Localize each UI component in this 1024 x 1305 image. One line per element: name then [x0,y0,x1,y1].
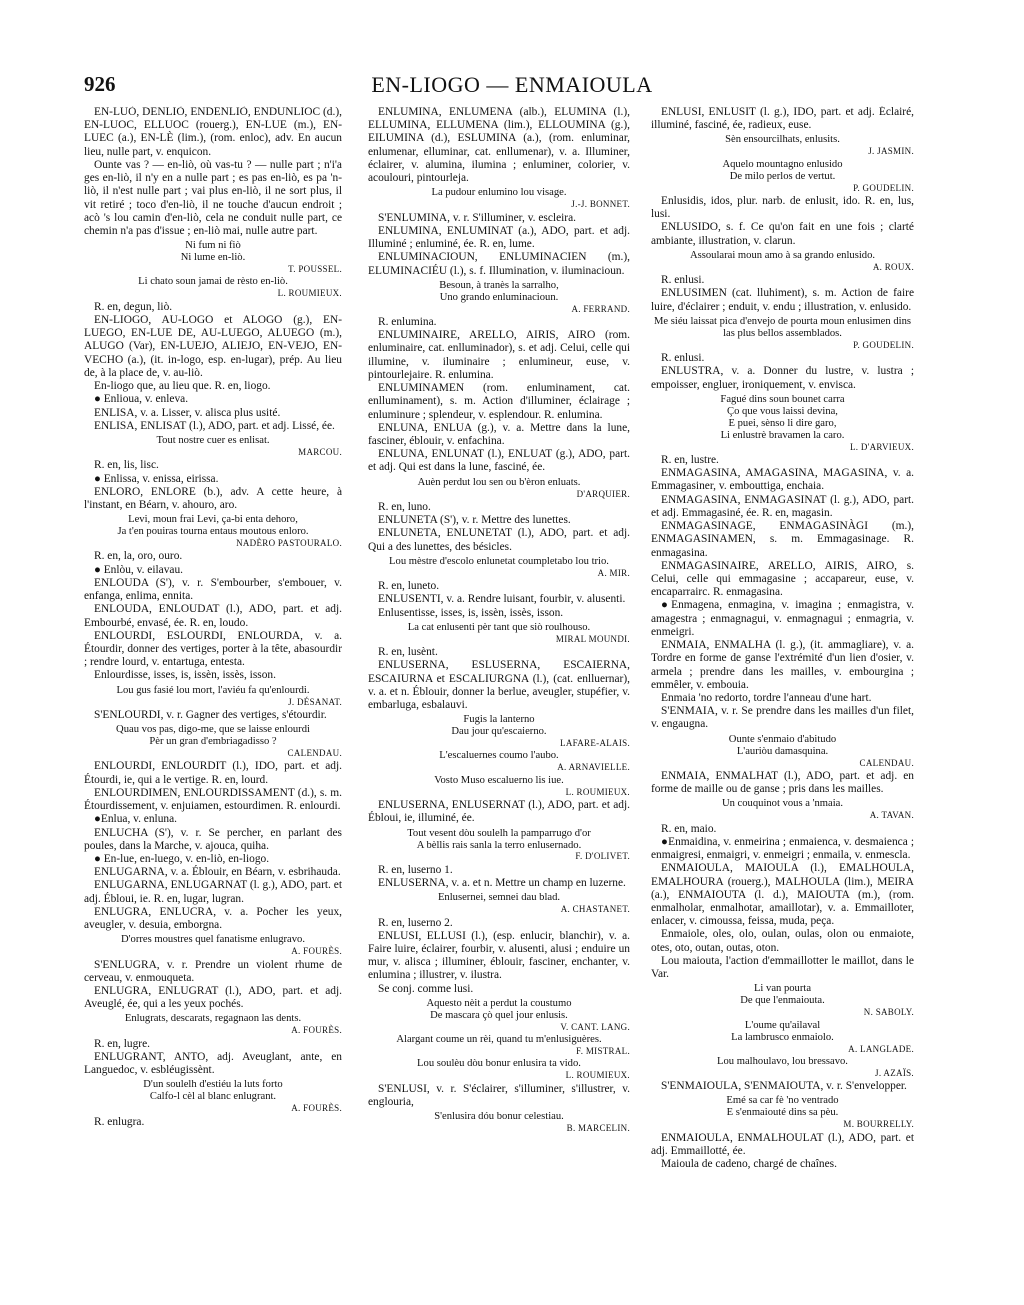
dictionary-entry: R. en, lis, lisc. [94,459,159,472]
quotation-author: NADÈRO PASTOURALO. [236,538,342,549]
dictionary-entry: R. en, luserno 1. [378,863,453,876]
dictionary-entry: ENLUSI, ELLUSI (l.), (esp. enlucir, blanchir), v. a. Faire luire, éclairer, fourbir, v. alusenti, alusi ; enduire un mur, v. alisca ; illuminer, éblouir, fasciner, enchanter, v. enlumina ; illustrer, v. ilustra. [368,929,630,982]
quotation-author: A. MIR. [597,567,630,578]
quotation: Enlusernei, semnei dau blad. [437,892,561,904]
dictionary-entry: ENLOUDA (S'), v. r. S'embourber, s'embouer, v. enfanga, enlima, ennita. [84,576,342,603]
quotation: Sèn ensourcilhats, enlusits. [725,134,840,146]
dictionary-entry: Enmaiole, oles, olo, oulan, oulas, olon ou enmaiote, otes, oto, outan, outas, oton. [651,928,914,954]
quotation: L'escaluernes coumo l'aubo. [439,750,559,762]
quotation-author: L. ROUMIEUX. [565,786,630,797]
quotation-author: F. D'OLIVET. [575,851,630,862]
dictionary-entry: ENLOURDI, ENLOURDIT (l.), IDO, part. et adj. Étourdi, ie, qui a le vertige. R. en, lourd. [84,760,342,786]
dictionary-entry: ENMAGASINA, AMAGASINA, MAGASINA, v. a. Emmagasiner, v. embouttiga, enchaia. [651,467,914,493]
column-right [651,106,914,1286]
running-title: EN-LIOGO — ENMAIOULA [371,72,653,97]
dictionary-entry: ●Enmaidina, v. enmeirina ; enmaienca, v. desmaienca ; enmaigresi, enmaigri, v. enmeigri ; enmaila, v. enmescla. [651,835,914,862]
dictionary-entry: ENLUMINA, ENLUMINAT (a.), ADO, part. et adj. Illuminé ; enluminé, ée. R. en, lume. [368,224,630,251]
quotation: Quau vos pas, digo-me, que se laisse enlourdi Pèr un gran d'embriagadisso ? [116,724,310,748]
quotation: Besoun, à tranès la sarralho, Uno grando enluminacioun. [439,279,559,303]
dictionary-entry: Enlusidis, idos, plur. narb. de enlusit, ido. R. en, lus, lusi. [651,195,914,221]
dictionary-entry: ENLUSTRA, v. a. Donner du lustre, v. lustra ; empoisser, engluer, ironiquement, v. envisca. [651,365,914,391]
dictionary-entry: Maioula de cadeno, chargé de chaînes. [661,1158,837,1171]
dictionary-entry: R. enlumina. [378,316,437,328]
quotation: Un couquinot vous a 'nmaia. [721,798,844,810]
dictionary-entry: Se conj. comme lusi. [378,982,474,995]
quotation: Fagué dins soun bounet carra Ço que vous laissi devina, E puei, sènso li dire garo, Li enlustrè bravamen la caro. [720,393,845,441]
dictionary-entry: ENLUSIMEN (cat. lluhiment), s. m. Action de faire luire, d'éclairer ; enduit, v. endu ; illustration, v. enlusido. [651,287,914,313]
dictionary-entry: ENLUNA, ENLUA (g.), v. a. Mettre dans la lune, fasciner, éblouir, v. enfachina. [368,421,630,447]
quotation-author: M. BOURRELLY. [843,1119,914,1130]
dictionary-entry: ● Enlioua, v. enleva. [94,393,189,406]
dictionary-entry: Enmaia 'no redorto, tordre l'anneau d'une hart. [661,691,872,704]
quotation: Lou malhoulavo, lou bressavo. [717,1055,848,1067]
quotation-author: L. D'ARVIEUX. [849,441,914,452]
quotation-author: P. GOUDELIN. [853,339,914,350]
dictionary-entry: ENLOUDA, ENLOUDAT (l.), ADO, part. et adj. Embourbé, envasé, ée. R. en, loudo. [84,603,342,629]
quotation-author: J. DÉSANAT. [288,696,342,707]
dictionary-entry: ENLUSIDO, s. f. Ce qu'on fait en une fois ; clarté ambiante, illustration, v. clarun. [651,221,914,247]
dictionary-entry: ENLUGARNA, v. a. Éblouir, en Béarn, v. esbrihauda. [94,866,341,879]
quotation: Li van pourta De que l'enmaiouta. [740,983,825,1007]
quotation: Tout nostre cuer es enlisat. [156,434,270,446]
quotation-author: D'ARQUIER. [576,488,630,499]
dictionary-entry: R. en, la, oro, ouro. [94,550,183,563]
dictionary-entry: ENLUGARNA, ENLUGARNAT (l. g.), ADO, part. et adj. Ébloui, ie. R. en, lugar, lugran. [84,879,342,905]
dictionary-entry: S'ENMAIA, v. r. Se prendre dans les mailles d'un filet, v. engaugna. [651,705,914,731]
dictionary-entry: ENLUNETA, ENLUNETAT (l.), ADO, part. et adj. Qui a des lunettes, des bésicles. [368,527,630,553]
quotation-author: LAFARE-ALAIS. [560,738,630,749]
dictionary-entry: R. en, lugre. [94,1037,150,1050]
dictionary-entry: R. en, maio. [661,822,717,835]
dictionary-entry: R. enlugra. [94,1115,145,1128]
dictionary-entry: R. en, lusènt. [378,646,438,659]
dictionary-entry: ENLOURDI, ESLOURDI, ENLOURDA, v. a. Étourdir, donner des vertiges, porter à la tête, abasourdir ; rendre lourd, v. entartuga, entesta. [84,629,342,669]
quotation-author: A. FOURÈS. [291,946,342,957]
quotation-author: A. FOURÈS. [291,1025,342,1036]
dictionary-entry: ENLUSERNA, ESLUSERNA, ESCAIERNA, ESCAIURNA et ESCALIURGNA (l.), (cat. enlluernar), v. a. et n. Éblouir, donner la berlue, aveugler, stupéfier, v. embarluga, esbalauvi. [368,659,630,711]
quotation: La pudour enlumino lou visage. [431,187,567,199]
quotation-author: A. ROUX. [872,261,914,272]
dictionary-entry: ENMAGASINAIRE, ARELLO, AIRIS, AIRO, s. Celui, celle qui emmagasine ; accapareur, euse, v. encaparrairc. R. enmagasina. [651,559,914,599]
dictionary-entry: ENMAIA, ENMALHA (l. g.), (it. ammagliare), v. a. Tordre en forme de ganse l'extrémité d'un lien d'osier, v. armela ; prendre dans les mailles, v. embourgina ; emmêler, v. embouia. [651,639,914,691]
column-middle [368,106,630,1286]
quotation-author: CALENDAU. [287,748,342,759]
dictionary-entry: ENMAGASINA, ENMAGASINAT (l. g.), ADO, part. et adj. Emmagasiné, ée. R. en, magasin. [651,493,914,519]
quotation-author: CALENDAU. [859,757,914,768]
quotation-author: J.-J. BONNET. [571,199,630,210]
quotation: Enlugrats, descarats, regagnaon las dents. [124,1013,302,1025]
quotation-author: MARCOU. [298,446,342,457]
quotation: Me siéu laissat pica d'envejo de pourta moun enlusimen dins las plus bellos assemblados. [654,315,911,339]
dictionary-entry: R. en, lustre. [661,454,719,467]
quotation: Aquesto nèit a perdut la coustumo De mascara çò quel jour enlusis. [426,997,572,1021]
dictionary-entry: ●Enlua, v. enluna. [94,813,178,826]
quotation-author: A. ARNAVIELLE. [557,762,630,773]
quotation: D'orres moustres quel fanatisme enlugravo. [120,934,305,946]
dictionary-entry: S'ENLUSI, v. r. S'éclairer, s'illuminer, s'illustrer, v. englouria, [368,1082,630,1108]
dictionary-entry: S'ENLUGRA, v. r. Prendre un violent rhume de cerveau, v. enmouqueta. [84,958,342,984]
dictionary-entry: ● Enlòu, v. eilavau. [94,563,184,576]
dictionary-entry: ENLUNA, ENLUNAT (l.), ENLUAT (g.), ADO, part. et adj. Qui est dans la lune, fasciné, ée. [368,448,630,474]
dictionary-entry: R. en, luneto. [378,580,440,593]
dictionary-entry: R. enlusi. [661,274,705,287]
dictionary-entry: ENLUSENTI, v. a. Rendre luisant, fourbir, v. alusenti. [378,593,626,606]
dictionary-entry: EN-LIOGO, AU-LOGO et ALOGO (g.), EN-LUEGO, EN-LUE DE, AU-LUEGO, ALUEGO (m.), ALUGO (Var), EN-LUEJO, ALIEJO, EN-VEJO, EN-VECHO (a.), (it. in-logo, esp. en-lugar), prép. Au lieu de, à la place de, v. au-liò. [84,314,342,379]
dictionary-entry: ENLUGRA, ENLUGRAT (l.), ADO, part. et adj. Aveuglé, ée, qui a les yeux pochés. [84,985,342,1011]
dictionary-entry: En-liogo que, au lieu que. R. en, liogo. [94,380,271,393]
quotation-author: T. POUSSEL. [288,264,342,275]
quotation-author: J. AZAÏS. [875,1067,914,1078]
dictionary-entry: S'ENLOURDI, v. r. Gagner des vertiges, s'étourdir. [94,708,327,721]
dictionary-entry: ENMAIOULA, MAIOULA (l.), EMALHOULA, EMALHOURA (rouerg.), MALHOULA (lim.), MEIRA (a.), ENMAIOUTA (l. d.), MAIOUTA (m.), (rom. enmalholar, enmalhotar, amaillotar), v. a. Emmailloter, enlacer, v. cimoussa, feissa, muda, peça. [651,862,914,928]
dictionary-entry: ●Enmagena, enmagina, v. imagina ; enmagistra, v. amagestra ; enmagnagui, v. enmagnagui ; enmagria, v. enmeigri. [651,599,914,638]
quotation-author: L. ROUMIEUX. [565,1070,630,1081]
quotation-author: V. CANT. LANG. [560,1021,630,1032]
dictionary-entry: ENMAGASINAGE, ENMAGASINÀGI (m.), ENMAGASINAMEN, s. m. Emmagasinage. R. enmagasina. [651,520,914,559]
dictionary-entry: R. enlusi. [661,352,705,365]
quotation: L'oume qu'ailaval La lambrusco enmaiolo. [731,1019,834,1043]
dictionary-entry: ENLUSERNA, v. a. et n. Mettre un champ en luzerne. [378,877,626,890]
dictionary-entry: Enlusentisse, isses, is, issèn, issès, isson. [378,606,564,619]
quotation: Levi, moun frai Levi, ça-bi enta dehoro, Ja t'en pouiras tourna entaus moutous enloro. [117,514,309,538]
quotation-author: A. TAVAN. [869,810,914,821]
dictionary-entry: EN-LUÒ, DENLIÒ, ENDENLIÒ, ENDUNLIOC (d.), EN-LUOC, ELLUOC (rouerg.), EN-LUE (m.), EN-LUEC (a.), EN-LÈ (lim.), (rom. enloc), adv. En aucun lieu, nulle part, v. enquicon. [84,106,342,158]
quotation: Fugis la lanterno Dau jour qu'escaierno. [451,714,547,738]
quotation-author: P. GOUDELIN. [853,182,914,193]
quotation: Auèn perdut lou sen ou b'èron enluats. [417,476,581,488]
dictionary-entry: R. en, luserno 2. [378,916,453,929]
column-left [84,106,342,1286]
quotation: Vosto Muso escaluerno lis iue. [434,774,564,786]
quotation-author: A. FERRAND. [571,303,630,314]
dictionary-entry: ● Enlissa, v. enissa, eirissa. [94,472,219,485]
quotation: La cat enlusenti pèr tant que siò roulhouso. [407,621,591,633]
quotation-author: B. MARCELIN. [566,1123,630,1134]
quotation: Tout vesent dòu soulelh la pamparrugo d'or A bèllis rais sanla la terro enlusernado. [407,827,591,851]
dictionary-entry: R. en, luno. [378,500,431,513]
dictionary-entry: ENLISA, ENLISAT (l.), ADO, part. et adj. Lissé, ée. [94,419,335,432]
dictionary-entry: ENLUGRA, ENLUCRA, v. a. Pocher les yeux, aveugler, v. desuia, emborgna. [84,905,342,932]
dictionary-entry: Enlourdisse, isses, is, issèn, issès, isson. [94,669,276,682]
dictionary-entry: ENLUSERNA, ENLUSERNAT (l.), ADO, part. et adj. Ébloui, ie, illuminé, ée. [368,799,630,825]
quotation: Aquelo mountagno enlusido De milo perlos de vertut. [722,158,843,182]
quotation-author: F. MISTRAL. [576,1046,630,1057]
quotation: Lou soulèu dòu bonur enlusira ta vido. [417,1058,581,1070]
quotation-author: A. CHASTANET. [560,904,630,915]
quotation: Lou mèstre d'escolo enlunetat coumpletabo lou trio. [389,555,609,567]
quotation: Ni fum ni fiò Ni lume en-liò. [180,240,246,264]
quotation-author: A. LANGLADE. [848,1043,914,1054]
quotation: Emé sa car fè 'no ventrado E s'enmaiouté dins sa pèu. [726,1095,839,1119]
dictionary-entry: S'ENLUMINA, v. r. S'illuminer, v. escleira. [378,211,576,224]
quotation-author: MIRAL MOUNDI. [555,633,630,644]
dictionary-entry: ENLUSI, ENLUSIT (l. g.), IDO, part. et adj. Éclairé, illuminé, fasciné, ée, radieux, euse. [651,106,914,132]
dictionary-entry: Ounte vas ? — en-liò, où vas-tu ? — nulle part ; n'i'a ges en-liò, il n'y en a nulle part ; es pas en-liò, es pa 'n-liò, il n'est nulle part ; vai plus en-liò, il ne sort plus, il vit retiré ; toco d'en-liò, il ne touche d'aucun endroit ; acò 's lou camin d'en-liò, cela ne conduit nulle part, ce chemin n'a pas d'issue ; en-liò mai, nulle autre part. [84,158,342,237]
quotation: Lou gus fasié lou mort, l'aviéu fa qu'enlourdi. [116,684,310,696]
dictionary-entry: S'ENMAIOULA, S'ENMAIOUTA, v. r. S'envelopper. [661,1080,907,1093]
quotation: S'enlusira dóu bonur celestiau. [434,1111,564,1123]
dictionary-entry: ENLUMINAMEN (rom. enluminament, cat. enlluminament), s. m. Action d'illuminer, éclairage ; enluminure ; splendeur, v. esplendour. R. enlumina. [368,382,630,421]
dictionary-entry: ENLUMINAIRE, ARELLO, AIRIS, AIRO (rom. enluminaire, cat. enlluminador), s. et adj. Celui, celle qui illumine, v. iluminaire ; enlumineur, euse, v. pintourlejaire. R. enlumina. [368,329,630,381]
quotation-author: L. ROUMIEUX. [277,288,342,299]
dictionary-entry: ENLOURDIMEN, ENLOURDISSAMENT (d.), s. m. Étourdissement, v. enjuiamen, estourdimen. R. enlourdi. [84,786,342,813]
quotation: D'un soulelh d'estiéu la luts forto Calfo-l cèl al blanc enlugrant. [143,1079,283,1103]
dictionary-entry: ENLUMINACIOUN, ENLUMINACIEN (m.), ELUMINACIÉU (l.), s. f. Illumination, v. iluminacioun. [368,251,630,277]
dictionary-entry: ENLUGRANT, ANTO, adj. Aveuglant, ante, en Languedoc, v. esbléugissènt. [84,1051,342,1077]
dictionary-entry: ● En-lue, en-luego, v. en-liò, en-liogo. [94,852,270,865]
dictionary-entry: ENLUMINA, ENLUMENA (alb.), ELUMINA (l.), ELLUMINA, ELLUMENA (lim.), ELLOUMINA (g.), EILUMINA (d.), ESLUMINA (a.), (rom. enluminar, enlumenar, elluminar, cat. enllumenar), v. a. Illuminer, éclairer, v. alumina, ilumina ; enluminer, colorier, v. acoulouri, pintourleja. [368,106,630,185]
quotation: Assoularai moun amo à sa grando enlusido. [689,249,876,261]
quotation: Li chato soun jamai de rèsto en-liò. [138,276,288,288]
quotation: Alargant coume un rèi, quand tu m'enlusiguères. [396,1034,602,1046]
dictionary-entry: ENLISA, v. a. Lisser, v. alisca plus usité. [94,406,281,419]
dictionary-entry: ENLUCHA (S'), v. r. Se percher, en parlant des poules, dans la Marche, v. ajouca, quiha. [84,826,342,852]
dictionary-entry: ENMAIA, ENMALHAT (l.), ADO, part. et adj. en forme de maille ou de ganse ; pris dans les mailles. [651,769,914,796]
quotation-author: N. SABOLY. [863,1007,914,1018]
dictionary-entry: ENLORO, ENLORE (b.), adv. A cette heure, à l'instant, en Béarn, v. ahouro, aro. [84,485,342,511]
quotation-author: J. JASMIN. [868,146,914,157]
quotation-author: A. FOURÈS. [291,1103,342,1114]
quotation: Ounte s'enmaio d'abitudo L'auriòu damasquina. [728,733,837,757]
dictionary-entry: Lou maiouta, l'action d'emmaillotter le maillot, dans le Var. [651,954,914,981]
dictionary-entry: ENLUNETA (S'), v. r. Mettre des lunettes. [378,514,571,527]
dictionary-entry: ENMAIOULA, ENMALHOULAT (l.), ADO, part. et adj. Emmaillotté, ée. [651,1131,914,1157]
dictionary-entry: R. en, degun, liò. [94,300,173,313]
page-number: 926 [84,72,116,96]
